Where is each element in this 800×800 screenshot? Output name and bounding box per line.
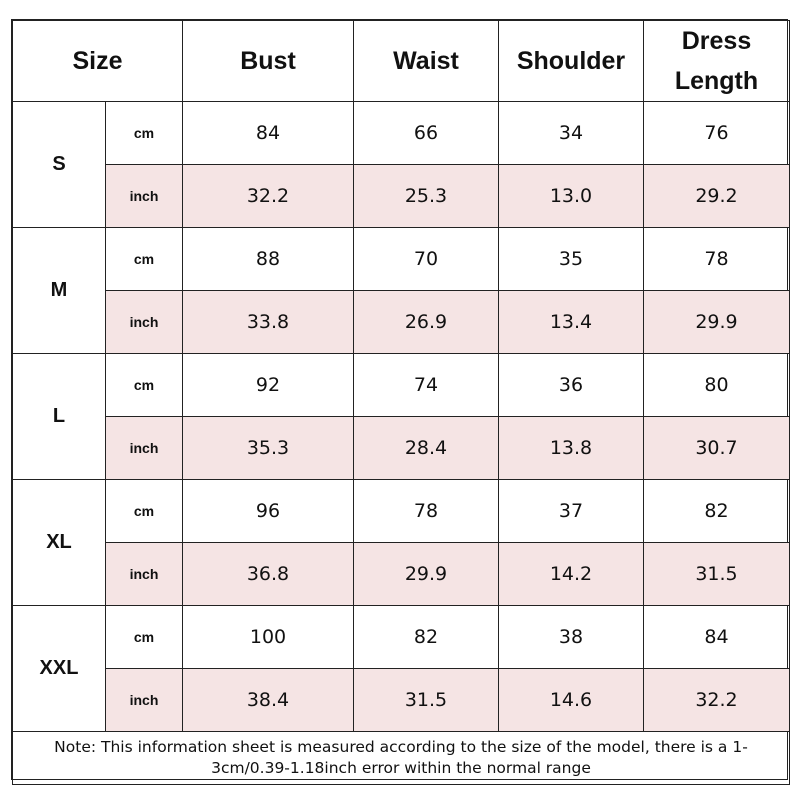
unit-label: inch — [106, 543, 183, 606]
unit-label: inch — [106, 417, 183, 480]
header-dress-length-line2: Length — [674, 67, 759, 95]
bust-cm-value: 92 — [183, 354, 354, 417]
waist-inch-value: 31.5 — [354, 669, 499, 732]
unit-label: cm — [106, 102, 183, 165]
dress-length-inch-value: 30.7 — [644, 417, 790, 480]
size-label: XXL — [13, 606, 106, 732]
table-row — [13, 606, 790, 669]
unit-label: inch — [106, 165, 183, 228]
waist-cm-value: 74 — [354, 354, 499, 417]
size-label: XL — [13, 480, 106, 606]
dress-length-inch-value: 31.5 — [644, 543, 790, 606]
waist-cm-value: 78 — [354, 480, 499, 543]
header-dress-length-line1: Dress — [681, 27, 752, 55]
unit-label: inch — [106, 669, 183, 732]
size-label: S — [13, 102, 106, 228]
bust-inch-value: 38.4 — [183, 669, 354, 732]
table-row — [13, 102, 790, 165]
unit-label: cm — [106, 228, 183, 291]
table-row — [13, 354, 790, 417]
dress-length-cm-value: 76 — [644, 102, 790, 165]
dress-length-inch-value: 29.2 — [644, 165, 790, 228]
dress-length-cm-value: 84 — [644, 606, 790, 669]
bust-inch-value: 33.8 — [183, 291, 354, 354]
header-dress-length — [644, 21, 790, 102]
shoulder-inch-value: 14.2 — [499, 543, 644, 606]
dress-length-inch-value: 29.9 — [644, 291, 790, 354]
shoulder-cm-value: 35 — [499, 228, 644, 291]
unit-label: cm — [106, 480, 183, 543]
size-chart-table — [12, 20, 790, 785]
bust-inch-value: 32.2 — [183, 165, 354, 228]
dress-length-inch-value: 32.2 — [644, 669, 790, 732]
shoulder-cm-value: 37 — [499, 480, 644, 543]
shoulder-cm-value: 38 — [499, 606, 644, 669]
waist-inch-value: 26.9 — [354, 291, 499, 354]
table-row — [13, 669, 790, 732]
table-row — [13, 291, 790, 354]
waist-cm-value: 70 — [354, 228, 499, 291]
dress-length-cm-value: 80 — [644, 354, 790, 417]
table-row — [13, 480, 790, 543]
table-row — [13, 417, 790, 480]
dress-length-cm-value: 78 — [644, 228, 790, 291]
size-rows — [13, 102, 790, 732]
bust-cm-value: 100 — [183, 606, 354, 669]
shoulder-inch-value: 13.4 — [499, 291, 644, 354]
shoulder-cm-value: 34 — [499, 102, 644, 165]
waist-inch-value: 29.9 — [354, 543, 499, 606]
note-row — [13, 732, 790, 785]
note-text: Note: This information sheet is measured according to the size of the model, there is a 1-3cm/0.39-1.18inch error within the normal range — [13, 732, 790, 785]
bust-inch-value: 36.8 — [183, 543, 354, 606]
bust-cm-value: 96 — [183, 480, 354, 543]
waist-inch-value: 25.3 — [354, 165, 499, 228]
header-shoulder: Shoulder — [499, 21, 644, 102]
shoulder-cm-value: 36 — [499, 354, 644, 417]
bust-inch-value: 35.3 — [183, 417, 354, 480]
header-row — [13, 21, 790, 102]
size-label: M — [13, 228, 106, 354]
size-label: L — [13, 354, 106, 480]
shoulder-inch-value: 13.8 — [499, 417, 644, 480]
waist-cm-value: 66 — [354, 102, 499, 165]
header-size: Size — [13, 21, 183, 102]
dress-length-cm-value: 82 — [644, 480, 790, 543]
header-bust: Bust — [183, 21, 354, 102]
shoulder-inch-value: 13.0 — [499, 165, 644, 228]
unit-label: cm — [106, 606, 183, 669]
header-waist: Waist — [354, 21, 499, 102]
unit-label: inch — [106, 291, 183, 354]
bust-cm-value: 84 — [183, 102, 354, 165]
bust-cm-value: 88 — [183, 228, 354, 291]
table-row — [13, 543, 790, 606]
unit-label: cm — [106, 354, 183, 417]
table-row — [13, 228, 790, 291]
waist-inch-value: 28.4 — [354, 417, 499, 480]
waist-cm-value: 82 — [354, 606, 499, 669]
size-chart — [11, 19, 788, 780]
table-row — [13, 165, 790, 228]
shoulder-inch-value: 14.6 — [499, 669, 644, 732]
